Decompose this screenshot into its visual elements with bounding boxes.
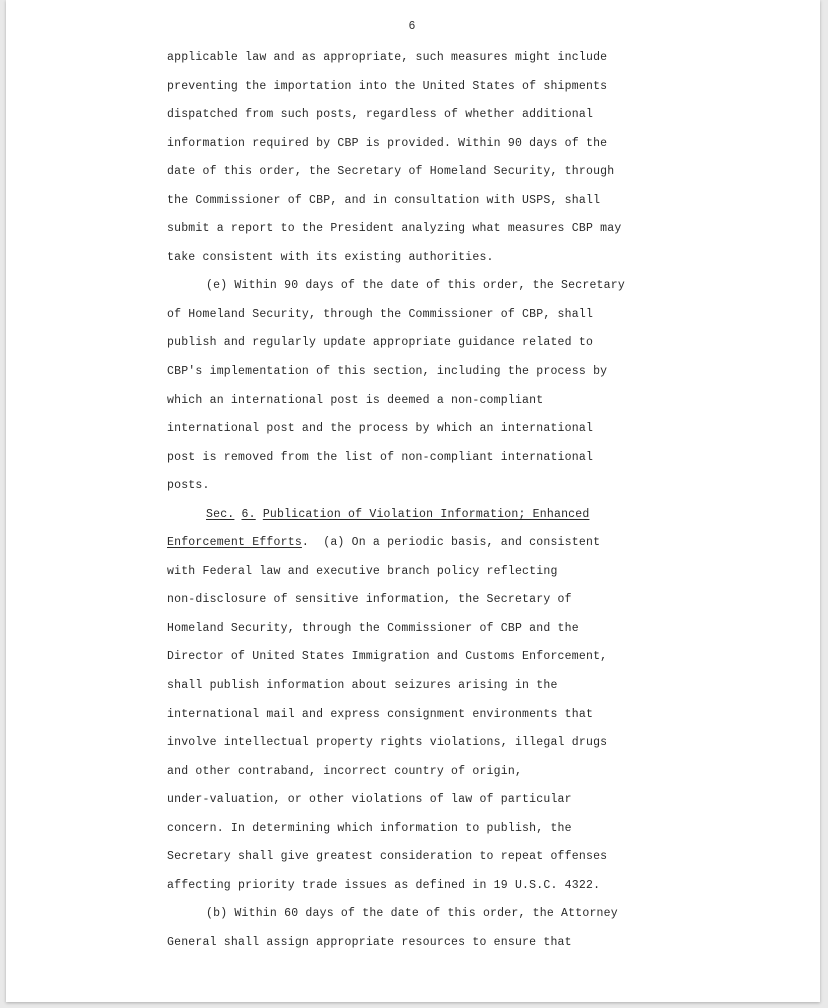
paragraph-b-start: (b) Within 60 days of the date of this order, the Attorney	[206, 907, 618, 921]
text-line: publish and regularly update appropriate guidance related to	[167, 336, 594, 350]
text-line: posts.	[167, 479, 210, 493]
text-line: involve intellectual property rights violations, illegal drugs	[167, 736, 608, 750]
text-line: the Commissioner of CBP, and in consultation with USPS, shall	[167, 193, 601, 207]
section-heading	[167, 505, 667, 534]
text-line: concern. In determining which information to publish, the	[167, 821, 572, 835]
section-title-cont: Enforcement Efforts	[167, 536, 302, 550]
section-title: Publication of Violation Information; Enhanced	[262, 507, 590, 521]
text-line: which an international post is deemed a non-compliant	[167, 393, 544, 407]
page-number: 6	[408, 20, 416, 33]
text-line: international mail and express consignment environments that	[167, 707, 594, 721]
text-line: date of this order, the Secretary of Homeland Security, through	[167, 165, 615, 179]
text-line: with Federal law and executive branch policy reflecting	[167, 564, 558, 578]
text-line: applicable law and as appropriate, such measures might include	[167, 51, 608, 64]
text-line: CBP's implementation of this section, including the process by	[167, 365, 608, 379]
text-line: preventing the importation into the United States of shipments	[167, 79, 608, 93]
text-line: post is removed from the list of non-compliant international	[167, 450, 594, 464]
text-line: under-valuation, or other violations of law of particular	[167, 793, 572, 807]
document-body	[167, 48, 667, 962]
text-line: international post and the process by which an international	[167, 422, 594, 436]
text-line: non-disclosure of sensitive information, the Secretary of	[167, 593, 572, 607]
text-line: shall publish information about seizures arising in the	[167, 679, 558, 693]
text-line: affecting priority trade issues as defined in 19 U.S.C. 4322.	[167, 878, 601, 892]
text-line: submit a report to the President analyzing what measures CBP may	[167, 222, 622, 236]
section-label: Sec.	[206, 507, 235, 521]
text-line: dispatched from such posts, regardless of whether additional	[167, 108, 594, 122]
text-run: . (a) On a periodic basis, and consistent	[301, 536, 601, 550]
text-line: General shall assign appropriate resources to ensure that	[167, 935, 572, 949]
text-line: Director of United States Immigration and Customs Enforcement,	[167, 650, 608, 664]
text-line: and other contraband, incorrect country of origin,	[167, 764, 523, 778]
text-line: take consistent with its existing authorities.	[167, 250, 494, 264]
paragraph-e-start: (e) Within 90 days of the date of this order, the Secretary	[206, 279, 625, 293]
text-line: Homeland Security, through the Commissioner of CBP and the	[167, 621, 579, 635]
section-heading-cont	[167, 533, 667, 562]
document-page	[6, 0, 820, 1002]
text-line: information required by CBP is provided. Within 90 days of the	[167, 136, 608, 150]
section-number: 6.	[241, 507, 256, 521]
text-line: Secretary shall give greatest consideration to repeat offenses	[167, 850, 608, 864]
text-line: of Homeland Security, through the Commissioner of CBP, shall	[167, 307, 594, 321]
